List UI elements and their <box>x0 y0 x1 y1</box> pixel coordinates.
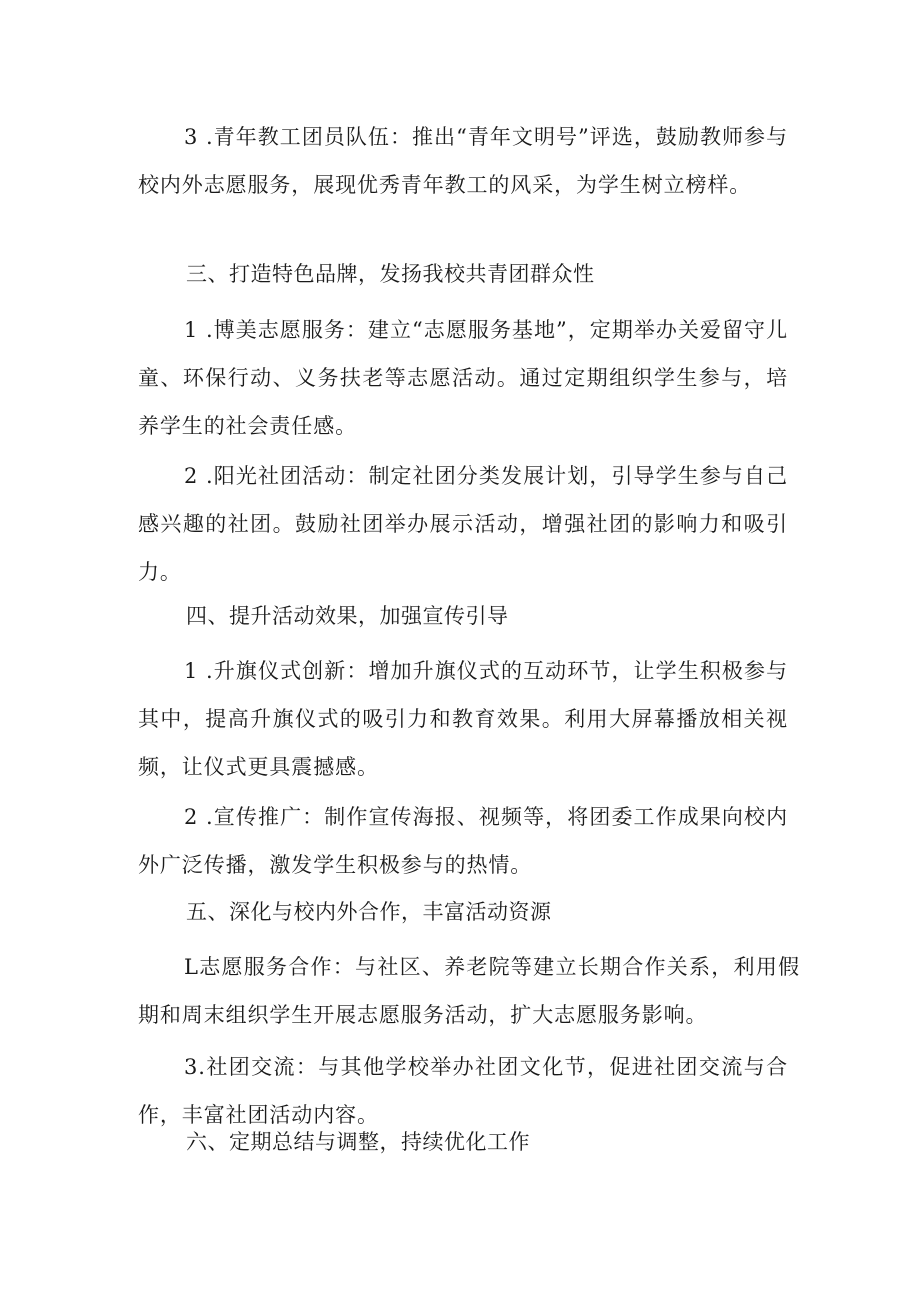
paragraph-publicity: 2 .宣传推广：制作宣传海报、视频等，将团委工作成果向校内外广泛传播，激发学生积极参与的热情。 <box>138 805 788 877</box>
paragraph-club-activities: 2 .阳光社团活动：制定社团分类发展计划，引导学生参与自己感兴趣的社团。鼓励社团举办展示活动，增强社团的影响力和吸引力。 <box>138 464 788 584</box>
section-heading-3: 三、打造特色品牌，发扬我校共青团群众性 <box>186 262 595 286</box>
paragraph-club-exchange: 3.社团交流：与其他学校举办社团文化节，促进社团交流与合作，丰富社团活动内容。 <box>138 1055 788 1127</box>
paragraph-volunteer-cooperation: L志愿服务合作：与社区、养老院等建立长期合作关系，利用假期和周末组织学生开展志愿服务活动，扩大志愿服务影响。 <box>138 955 800 1027</box>
paragraph-youth-staff-team: 3 .青年教工团员队伍：推出“青年文明号”评选，鼓励教师参与校内外志愿服务，展现优秀青年教工的风采，为学生树立榜样。 <box>138 125 788 197</box>
paragraph-flag-ceremony: 1 .升旗仪式创新：增加升旗仪式的互动环节，让学生积极参与其中，提高升旗仪式的吸引力和教育效果。利用大屏幕播放相关视频，让仪式更具震撼感。 <box>138 659 788 779</box>
section-heading-4: 四、提升活动效果，加强宣传引导 <box>186 604 509 628</box>
section-heading-6: 六、定期总结与调整，持续优化工作 <box>186 1130 530 1154</box>
section-heading-5: 五、深化与校内外合作，丰富活动资源 <box>186 900 552 924</box>
paragraph-volunteer-service: 1 .博美志愿服务：建立“志愿服务基地”，定期举办关爱留守儿童、环保行动、义务扶老等志愿活动。通过定期组织学生参与，培养学生的社会责任感。 <box>138 318 788 438</box>
